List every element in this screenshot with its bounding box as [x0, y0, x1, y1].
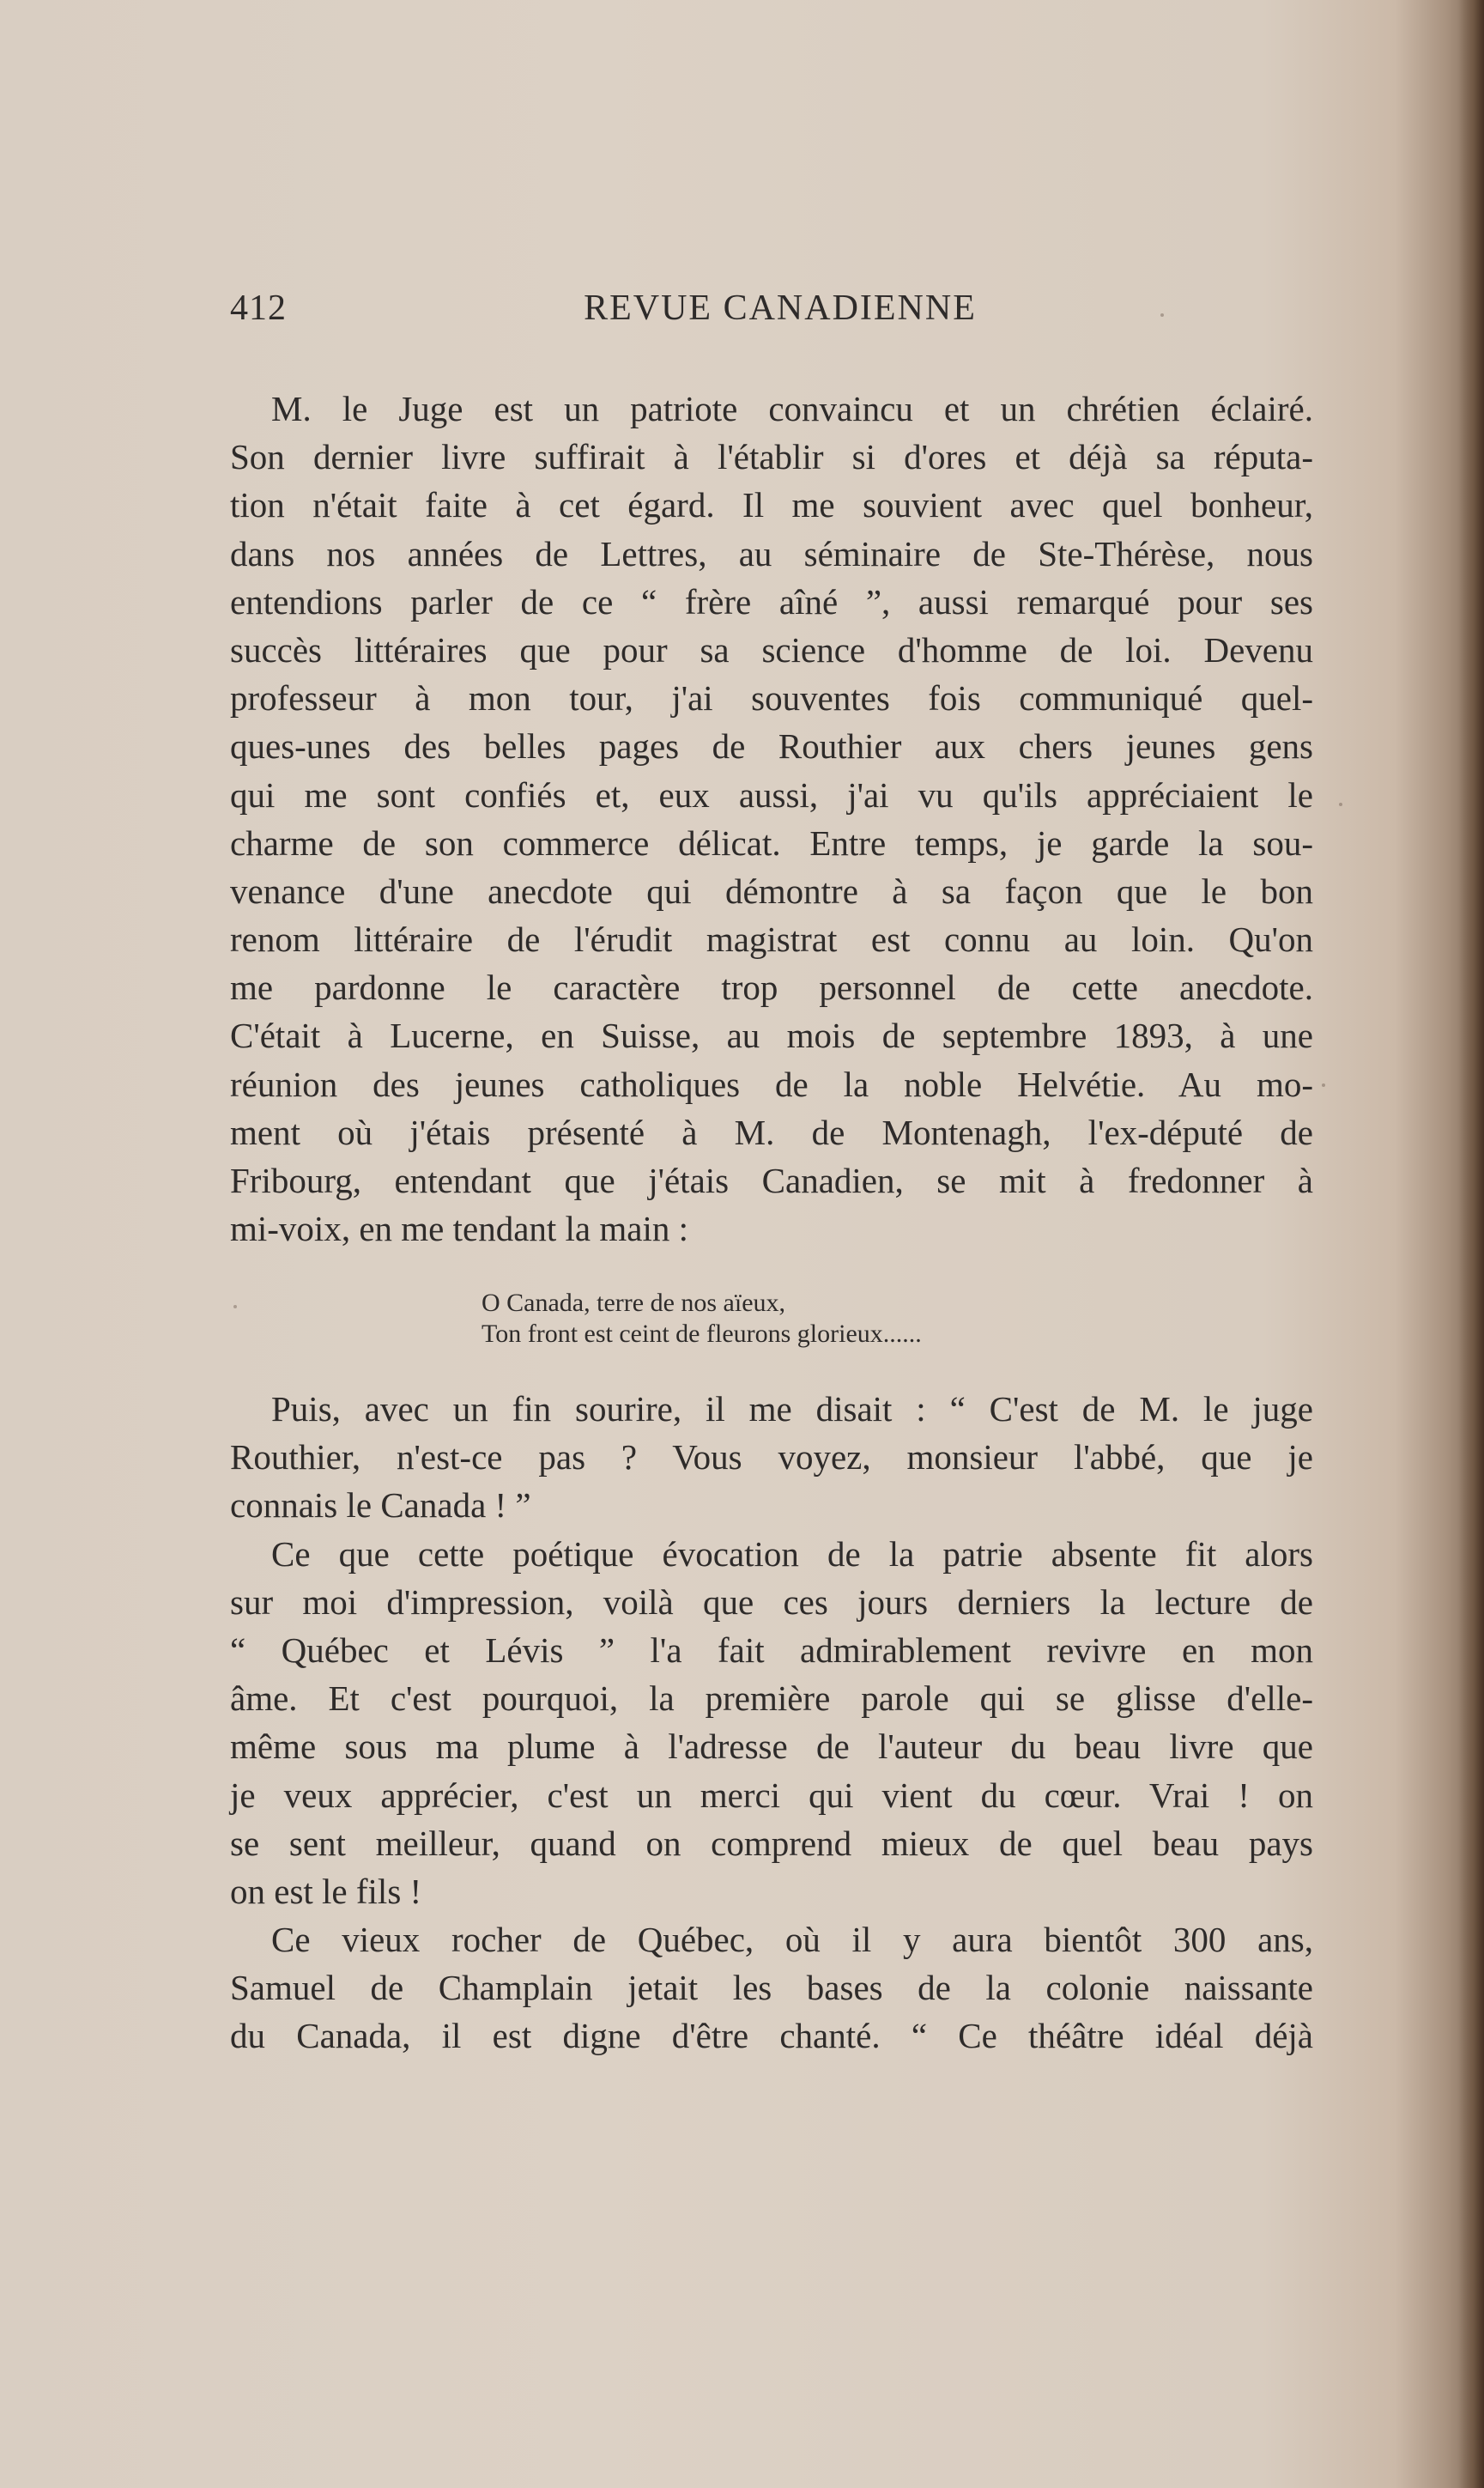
- body-continued: [230, 1385, 1313, 2060]
- text-line: Fribourg, entendant que j'étais Canadien, se mit à fredonner à: [230, 1161, 1313, 1200]
- text-line: Routhier, n'est-ce pas ? Vous voyez, monsieur l'abbé, que je: [230, 1437, 1313, 1478]
- text-line: renom littéraire de l'érudit magistrat est connu au loin. Qu'on: [230, 919, 1313, 960]
- text-line: mi-voix, en me tendant la main :: [230, 1209, 689, 1249]
- text-line: M. le Juge est un patriote convaincu et un chrétien éclairé.: [271, 389, 1313, 428]
- text-line: on est le fils !: [230, 1871, 422, 1911]
- text-line: ques-unes des belles pages de Routhier aux chers jeunes gens: [230, 726, 1313, 767]
- paper-speck: [1160, 313, 1164, 317]
- running-title: REVUE CANADIENNE: [584, 288, 977, 328]
- page-number: 412: [230, 288, 287, 328]
- page-header: [230, 288, 1313, 339]
- text-line: Ce que cette poétique évocation de la patrie absente fit alors: [271, 1533, 1313, 1574]
- text-line: je veux apprécier, c'est un merci qui vient du cœur. Vrai ! on: [230, 1775, 1313, 1815]
- text-line: professeur à mon tour, j'ai souventes fois communiqué quel-: [230, 678, 1313, 719]
- paper-speck: [1339, 803, 1342, 806]
- text-line: me pardonne le caractère trop personnel de cette anecdote.: [230, 968, 1313, 1008]
- book-spine-shadow: [1458, 0, 1484, 2488]
- verse-line: O Canada, terre de nos aïeux,: [482, 1289, 786, 1317]
- text-line: entendions parler de ce “ frère aîné ”, aussi remarqué pour ses: [230, 581, 1313, 622]
- text-line: réunion des jeunes catholiques de la noble Helvétie. Au mo-: [230, 1064, 1313, 1104]
- text-line: qui me sont confiés et, eux aussi, j'ai vu qu'ils appréciaient le: [230, 774, 1313, 815]
- text-line: dans nos années de Lettres, au séminaire de Ste-Thérèse, nous: [230, 533, 1313, 573]
- text-line: Puis, avec un fin sourire, il me disait : “ C'est de M. le juge: [271, 1389, 1313, 1429]
- text-line: C'était à Lucerne, en Suisse, au mois de septembre 1893, à une: [230, 1016, 1313, 1056]
- paragraph-1: [230, 385, 1313, 1253]
- text-line: venance d'une anecdote qui démontre à sa façon que le bon: [230, 871, 1313, 911]
- text-line: charme de son commerce délicat. Entre temps, je garde la sou-: [230, 822, 1313, 863]
- paper-speck: [1322, 1083, 1325, 1087]
- text-line: connais le Canada ! ”: [230, 1485, 531, 1526]
- text-line: Ce vieux rocher de Québec, où il y aura bientôt 300 ans,: [271, 1920, 1313, 1960]
- text-line: âme. Et c'est pourquoi, la première parole qui se glisse d'elle-: [230, 1678, 1313, 1719]
- text-line: se sent meilleur, quand on comprend mieux de quel beau pays: [230, 1823, 1313, 1863]
- text-line: “ Québec et Lévis ” l'a fait admirablement revivre en mon: [230, 1629, 1313, 1670]
- text-line: du Canada, il est digne d'être chanté. “ Ce théâtre idéal déjà: [230, 2016, 1313, 2056]
- text-line: succès littéraires que pour sa science d'homme de loi. Devenu: [230, 629, 1313, 670]
- anthem-verse: [482, 1288, 922, 1350]
- text-line: Samuel de Champlain jetait les bases de la colonie naissante: [230, 1968, 1313, 2008]
- text-line: même sous ma plume à l'adresse de l'auteur du beau livre que: [230, 1726, 1313, 1767]
- text-line: sur moi d'impression, voilà que ces jours derniers la lecture de: [230, 1581, 1313, 1622]
- text-line: Son dernier livre suffirait à l'établir si d'ores et déjà sa réputa-: [230, 437, 1313, 477]
- text-line: tion n'était faite à cet égard. Il me souvient avec quel bonheur,: [230, 485, 1313, 525]
- paper-speck: [233, 1305, 237, 1308]
- text-line: ment où j'étais présenté à M. de Montenagh, l'ex-député de: [230, 1112, 1313, 1152]
- verse-line: Ton front est ceint de fleurons glorieux......: [482, 1320, 922, 1348]
